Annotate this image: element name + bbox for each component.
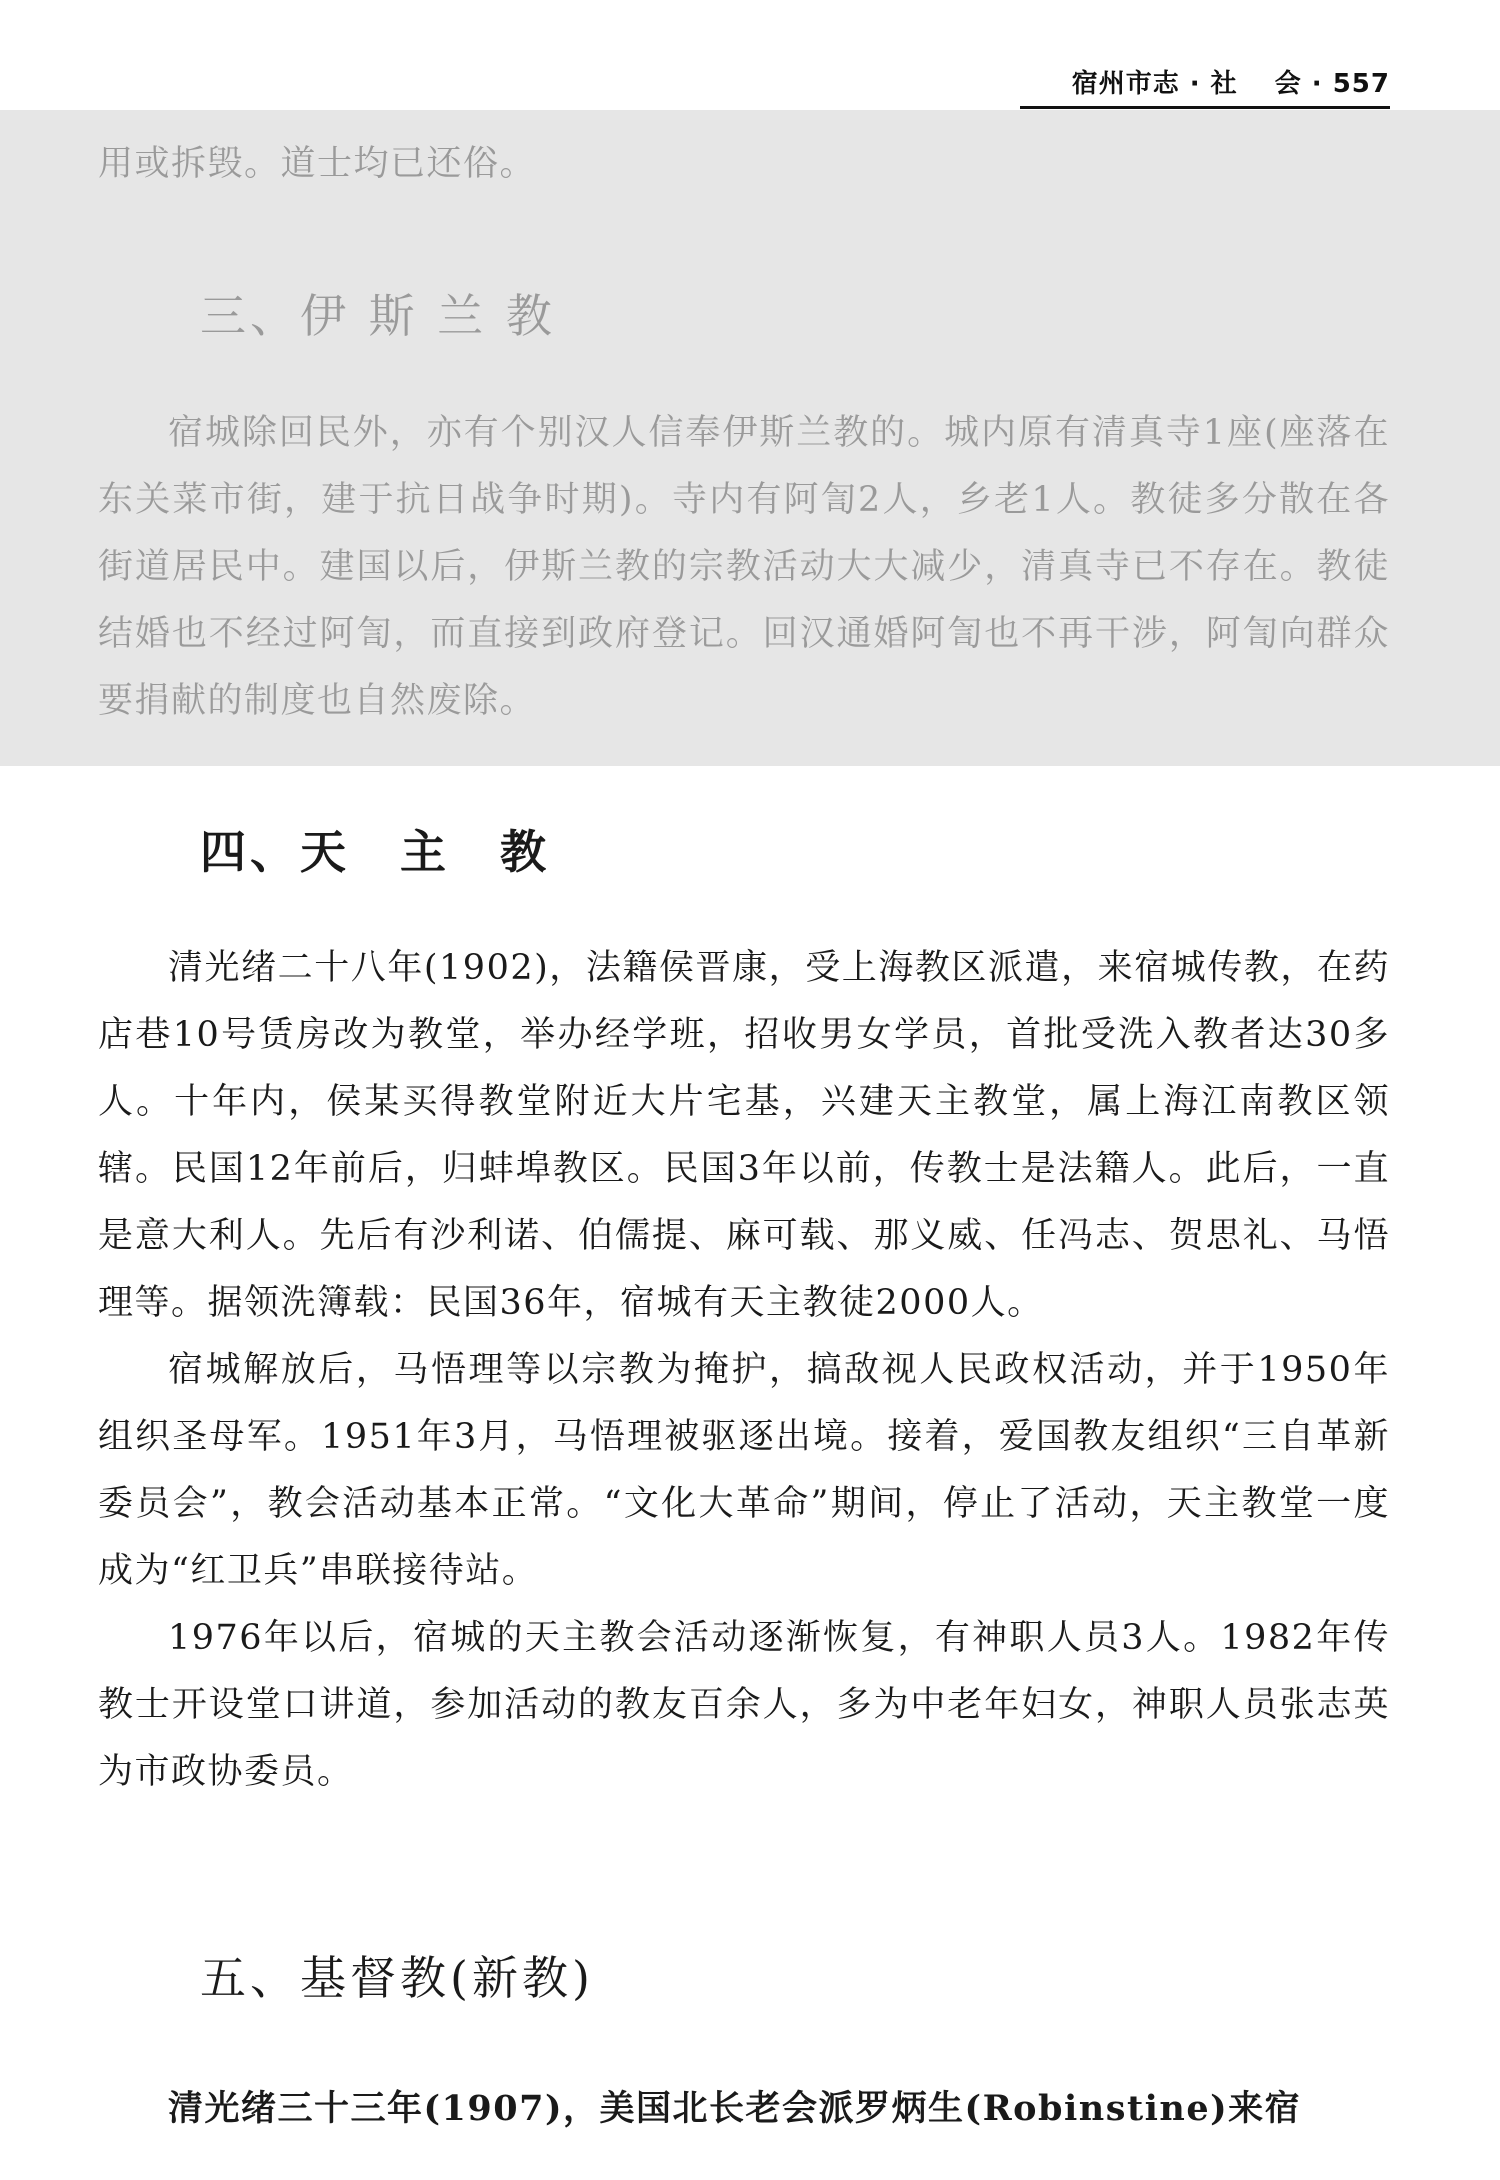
section-title-islam: 三、伊 斯 兰 教 [200, 289, 556, 343]
protestant-paragraph: 清光绪三十三年(1907)，美国北长老会派罗炳生(Robinstine)来宿 [168, 2088, 1302, 2129]
catholic-paragraph-2: 宿城解放后，马悟理等以宗教为掩护，搞敌视人民政权活动，并于1950年组织圣母军。1951年3月，马悟理被驱逐出境。接着，爱国教友组织“三自革新委员会”，教会活动基本正常。“文化大革命”期间，停止了活动，天主教堂一度成为“红卫兵”串联接待站。 [98, 1350, 1390, 1591]
carry-over-line: 用或拆毁。道士均已还俗。 [98, 144, 537, 184]
section-title-protestantism: 五、基督教(新教) [200, 1951, 594, 2005]
protestant-section-body [98, 2075, 1390, 2145]
catholic-paragraph-3: 1976年以后，宿城的天主教会活动逐渐恢复，有神职人员3人。1982年传教士开设堂口讲道，参加活动的教友百余人，多为中老年妇女，神职人员张志英为市政协委员。 [98, 1618, 1390, 1792]
islam-section-body [98, 400, 1390, 735]
section-title-catholicism: 四、天 主 教 [200, 825, 550, 879]
islam-paragraph: 宿城除回民外，亦有个别汉人信奉伊斯兰教的。城内原有清真寺1座(座落在东关菜市街，建于抗日战争时期)。寺内有阿訇2人，乡老1人。教徒多分散在各街道居民中。建国以后，伊斯兰教的宗教活动大大减少，清真寺已不存在。教徒结婚也不经过阿訇，而直接到政府登记。回汉通婚阿訇也不再干涉，阿訇向群众要捐献的制度也自然废除。 [98, 413, 1390, 721]
page-header: 宿州市志 · 社 会 · 557 [1020, 66, 1390, 109]
catholicism-section-body [98, 935, 1390, 1806]
catholic-paragraph-1: 清光绪二十八年(1902)，法籍侯晋康，受上海教区派遣，来宿城传教，在药店巷10号赁房改为教堂，举办经学班，招收男女学员，首批受洗入教者达30多人。十年内，侯某买得教堂附近大片宅基，兴建天主教堂，属上海江南教区领辖。民国12年前后，归蚌埠教区。民国3年以前，传教士是法籍人。此后，一直是意大利人。先后有沙利诺、伯儒提、麻可载、那义威、任冯志、贺思礼、马悟理等。据领洗簿载：民国36年，宿城有天主教徒2000人。 [98, 948, 1390, 1323]
